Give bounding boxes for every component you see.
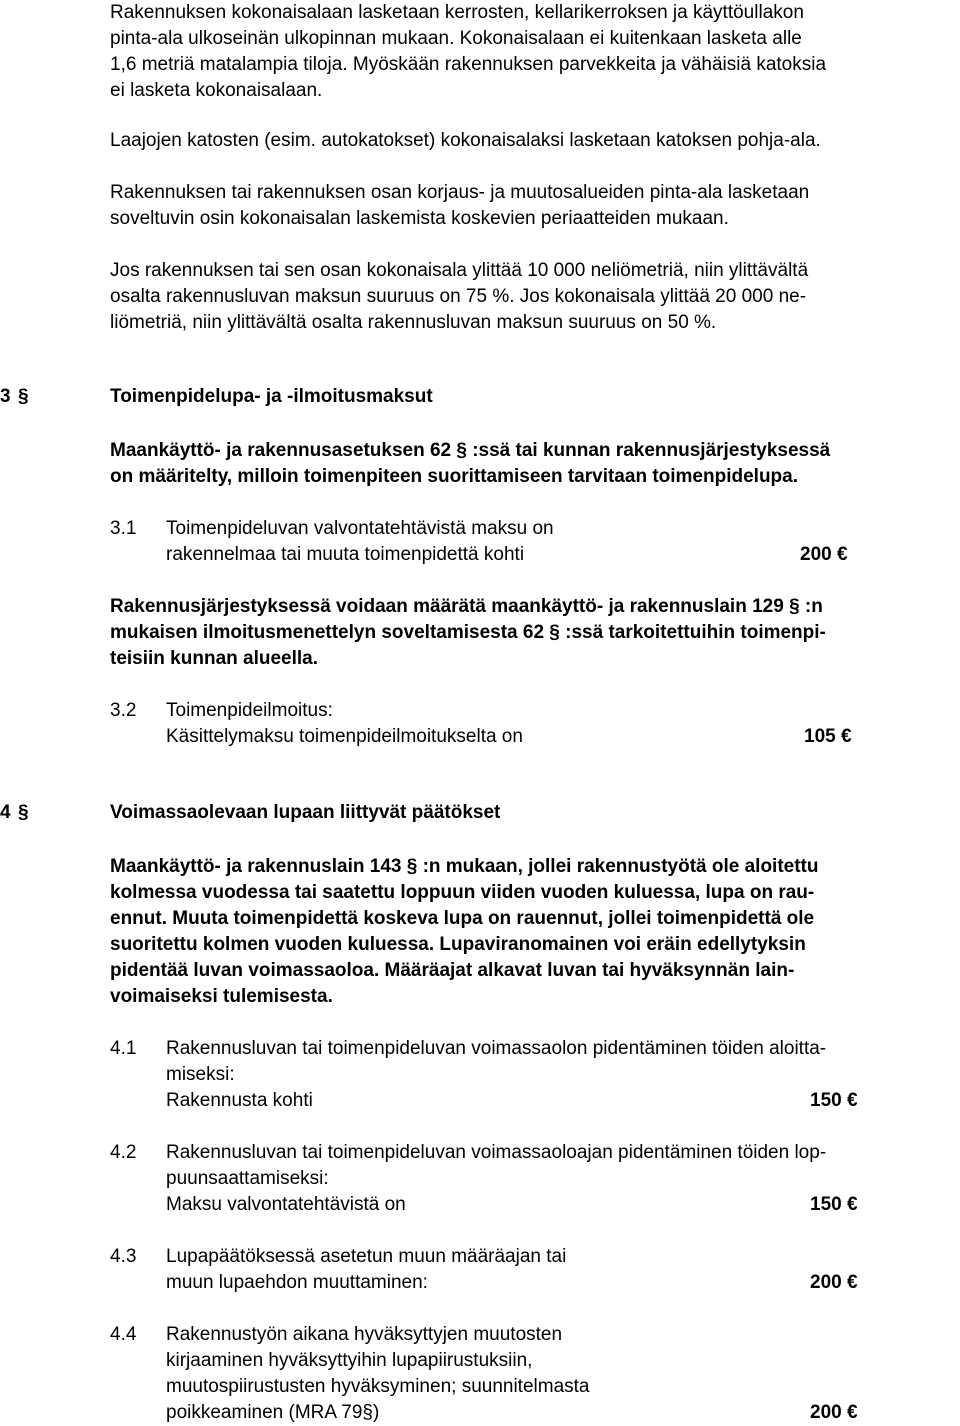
fee-amount: [810, 1270, 858, 1296]
bold-line: Maankäyttö- ja rakennuslain 143 § :n mukaan, jollei rakennustyötä ole aloitettu: [110, 856, 819, 877]
bold-line: mukaisen ilmoitusmenettelyn soveltamisesta 62 § :ssä tarkoitettuihin toimenpi-: [110, 622, 826, 643]
fee-item-3-2: [110, 698, 870, 750]
item-line: miseksi:: [166, 1064, 235, 1085]
item-text: [166, 1140, 866, 1218]
intro-repair-line-2: soveltuvin osin kokonaisalan laskemista koskevien periaatteiden mukaan.: [110, 208, 729, 229]
fee-value: 105: [804, 726, 836, 747]
section-3-heading: [0, 384, 900, 410]
euro-symbol: €: [846, 1090, 858, 1111]
item-line: Rakennusta kohti: [166, 1090, 313, 1111]
fee-value: 150: [810, 1090, 842, 1111]
item-line: puunsaattamiseksi:: [166, 1168, 329, 1189]
fee-amount: [800, 542, 848, 568]
bold-line: teisiin kunnan alueella.: [110, 648, 319, 669]
item-line: kirjaaminen hyväksyttyihin lupapiirustuksiin,: [166, 1350, 533, 1371]
bold-line: ennut. Muuta toimenpidettä koskeva lupa on rauennut, jollei toimenpidettä ole: [110, 908, 815, 929]
item-line: Rakennusluvan tai toimenpideluvan voimassaoloajan pidentäminen töiden lop-: [166, 1142, 827, 1163]
fee-item-4-1: [110, 1036, 870, 1114]
bold-line: suoritettu kolmen vuoden kuluessa. Lupaviranomainen voi eräin edellytyksin: [110, 934, 806, 955]
item-text: [166, 1244, 866, 1296]
intro-paragraph-area: [110, 0, 955, 104]
bold-line: Maankäyttö- ja rakennusasetuksen 62 § :ssä tai kunnan rakennusjärjestyksessä: [110, 440, 831, 461]
section-4-heading: [0, 800, 900, 826]
item-line: Rakennusluvan tai toimenpideluvan voimassaolon pidentäminen töiden aloitta-: [166, 1038, 827, 1059]
bold-line: kolmessa vuodessa tai saatettu loppuun viiden vuoden kuluessa, lupa on rau-: [110, 882, 815, 903]
intro-fee-line-1: Jos rakennuksen tai sen osan kokonaisala ylittää 10 000 neliömetriä, niin ylittävältä: [110, 260, 809, 281]
intro-area-line-1: Rakennuksen kokonaisalaan lasketaan kerrosten, kellarikerroksen ja käyttöullakon: [110, 2, 804, 23]
item-number: 3.2: [110, 700, 137, 721]
fee-amount: [810, 1192, 858, 1218]
section-4-intro-bold: [110, 854, 955, 1010]
item-number: 4.3: [110, 1246, 137, 1267]
fee-amount: [804, 724, 852, 750]
section-title: Toimenpidelupa- ja -ilmoitusmaksut: [110, 386, 433, 407]
intro-fee-reduction-paragraph: [110, 258, 955, 336]
euro-symbol: €: [846, 1194, 858, 1215]
item-text: [166, 1036, 866, 1114]
item-line: Toimenpideilmoitus:: [166, 700, 333, 721]
item-number: 4.2: [110, 1142, 137, 1163]
euro-symbol: €: [840, 726, 852, 747]
bold-line: voimaiseksi tulemisesta.: [110, 986, 333, 1007]
item-line: rakennelmaa tai muuta toimenpidettä kohti: [166, 544, 525, 565]
intro-area-line-4: ei lasketa kokonaisalaan.: [110, 80, 323, 101]
item-line: Lupapäätöksessä asetetun muun määräajan tai: [166, 1246, 567, 1267]
euro-symbol: €: [846, 1402, 858, 1423]
fee-item-4-2: [110, 1140, 870, 1218]
bold-line: pidentää luvan voimassaoloa. Määräajat alkavat luvan tai hyväksynnän lain-: [110, 960, 795, 981]
fee-item-4-3: [110, 1244, 870, 1296]
intro-fee-line-2: osalta rakennusluvan maksun suuruus on 75 %. Jos kokonaisala ylittää 20 000 ne-: [110, 286, 807, 307]
section-number: 3: [0, 386, 11, 407]
intro-repair-paragraph: [110, 180, 955, 232]
section-symbol: §: [18, 386, 29, 407]
section-title: Voimassaolevaan lupaan liittyvät päätökset: [110, 802, 501, 823]
section-symbol: §: [18, 802, 29, 823]
item-number: 4.1: [110, 1038, 137, 1059]
fee-item-4-4: [110, 1322, 870, 1426]
intro-area-line-3: 1,6 metriä matalampia tiloja. Myöskään rakennuksen parvekkeita ja vähäisiä katoksia: [110, 54, 827, 75]
item-line: Toimenpideluvan valvontatehtävistä maksu on: [166, 518, 554, 539]
section-3-notice-bold: [110, 594, 955, 672]
item-text: [166, 1322, 866, 1426]
item-line: poikkeaminen (MRA 79§): [166, 1402, 380, 1423]
intro-canopy-paragraph: Laajojen katosten (esim. autokatokset) kokonaisalaksi lasketaan katoksen pohja-ala.: [110, 130, 821, 151]
intro-fee-line-3: liömetriä, niin ylittävältä osalta rakennusluvan maksun suuruus on 50 %.: [110, 312, 717, 333]
section-3-intro-bold: [110, 438, 955, 490]
fee-item-3-1: [110, 516, 870, 568]
item-line: Maksu valvontatehtävistä on: [166, 1194, 406, 1215]
section-number: 4: [0, 802, 11, 823]
fee-amount: [810, 1088, 858, 1114]
bold-line: on määritelty, milloin toimenpiteen suorittamiseen tarvitaan toimenpidelupa.: [110, 466, 798, 487]
item-line: Käsittelymaksu toimenpideilmoitukselta on: [166, 726, 523, 747]
intro-area-line-2: pinta-ala ulkoseinän ulkopinnan mukaan. Kokonaisalaan ei kuitenkaan lasketa alle: [110, 28, 802, 49]
intro-repair-line-1: Rakennuksen tai rakennuksen osan korjaus- ja muutosalueiden pinta-ala lasketaan: [110, 182, 810, 203]
fee-value: 150: [810, 1194, 842, 1215]
fee-value: 200: [810, 1272, 842, 1293]
euro-symbol: €: [836, 544, 848, 565]
fee-value: 200: [800, 544, 832, 565]
fee-amount: [810, 1400, 858, 1426]
item-line: Rakennustyön aikana hyväksyttyjen muutosten: [166, 1324, 563, 1345]
euro-symbol: €: [846, 1272, 858, 1293]
item-line: muutospiirustusten hyväksyminen; suunnitelmasta: [166, 1376, 590, 1397]
item-number: 3.1: [110, 518, 137, 539]
item-number: 4.4: [110, 1324, 137, 1345]
item-text: [166, 516, 866, 568]
item-line: muun lupaehdon muuttaminen:: [166, 1272, 428, 1293]
bold-line: Rakennusjärjestyksessä voidaan määrätä maankäyttö- ja rakennuslain 129 § :n: [110, 596, 823, 617]
item-text: [166, 698, 866, 750]
fee-value: 200: [810, 1402, 842, 1423]
